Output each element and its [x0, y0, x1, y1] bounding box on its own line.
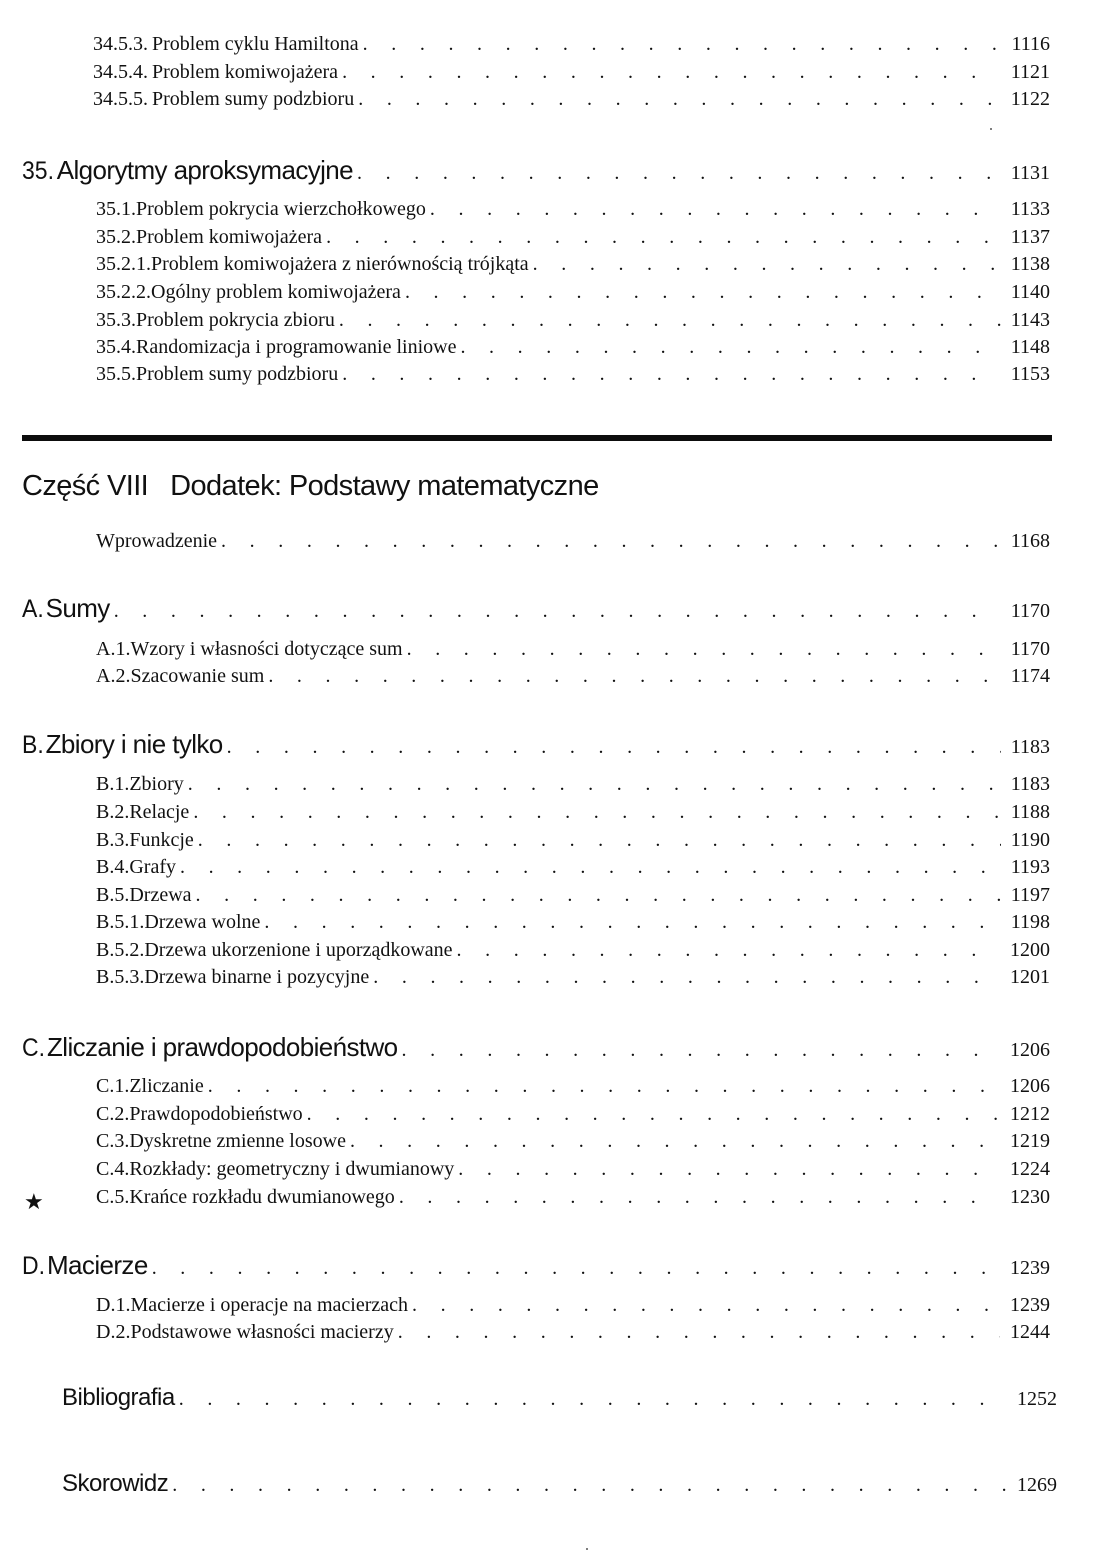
page-number: 1201: [1010, 966, 1050, 988]
section-title: Skorowidz: [62, 1470, 169, 1497]
dot-leader: [350, 1130, 1000, 1153]
page-number: 1206: [1010, 1075, 1050, 1097]
toc-entry[interactable]: [93, 88, 1050, 114]
page-number: 1198: [1010, 911, 1050, 933]
page-number: 1131: [1010, 162, 1050, 184]
section-title: Ogólny problem komiwojażera: [151, 281, 401, 303]
dot-leader: [227, 736, 1001, 759]
scan-speck: [990, 128, 992, 130]
appendix-heading[interactable]: [22, 1032, 1050, 1066]
part-divider-rule: [22, 435, 1052, 441]
section-title: Problem pokrycia wierzchołkowego: [136, 198, 426, 220]
page-number: 1193: [1010, 856, 1050, 878]
toc-entry[interactable]: [96, 281, 1050, 307]
toc-entry[interactable]: [96, 829, 1050, 855]
chapter-heading[interactable]: [22, 155, 1050, 189]
dot-leader: [458, 1158, 1000, 1181]
dot-leader: [533, 253, 1001, 276]
section-number: 34.5.4.: [93, 61, 148, 83]
appendix-heading[interactable]: [22, 1250, 1050, 1284]
page-number: 1190: [1010, 829, 1050, 851]
toc-entry[interactable]: [96, 884, 1050, 910]
section-number: B.1.: [96, 773, 130, 795]
toc-entry[interactable]: [96, 801, 1050, 827]
appendix-title: Zliczanie i prawdopodobieństwo: [47, 1032, 398, 1062]
page-number: 1170: [1010, 600, 1050, 622]
section-title: Problem komiwojażera: [136, 226, 323, 248]
page-number: 1133: [1010, 198, 1050, 220]
section-number: C.2.: [96, 1103, 130, 1125]
page-number: 1170: [1010, 638, 1050, 660]
page-number: 1168: [1010, 530, 1050, 552]
toc-entry[interactable]: [96, 309, 1050, 335]
toc-entry[interactable]: [96, 198, 1050, 224]
section-title: Zliczanie: [129, 1075, 204, 1097]
page-number: 1183: [1010, 773, 1050, 795]
page-number: 1183: [1010, 736, 1050, 758]
section-title: Macierze i operacje na macierzach: [130, 1294, 409, 1316]
appendix-title: Sumy: [45, 593, 110, 623]
page-number: 1137: [1010, 226, 1050, 248]
section-number: B.5.1.: [96, 911, 145, 933]
toc-entry[interactable]: [96, 966, 1050, 992]
appendix-letter: A.: [22, 595, 44, 623]
section-number: A.2.: [96, 665, 131, 687]
section-title: Dyskretne zmienne losowe: [129, 1130, 346, 1152]
section-title: Funkcje: [129, 829, 194, 851]
page-number: 1252: [1017, 1388, 1057, 1410]
section-title: Problem komiwojażera: [152, 61, 339, 83]
section-title: Relacje: [129, 801, 190, 823]
section-title: Szacowanie sum: [130, 665, 265, 687]
section-number: C.3.: [96, 1130, 130, 1152]
dot-leader: [407, 638, 1001, 661]
toc-entry[interactable]: [96, 1075, 1050, 1101]
page-number: 1140: [1010, 281, 1050, 303]
section-title: Bibliografia: [62, 1384, 175, 1411]
dot-leader: [188, 773, 1001, 796]
dot-leader: [326, 226, 1001, 249]
dot-leader: [399, 1186, 1000, 1209]
page-number: 1244: [1010, 1321, 1050, 1343]
section-number: C.5.: [96, 1186, 130, 1208]
section-title: Problem komiwojażera z nierównością trójkąta: [151, 253, 529, 275]
toc-entry[interactable]: [96, 856, 1050, 882]
dot-leader: [398, 1321, 1000, 1344]
section-number: D.2.: [96, 1321, 131, 1343]
dot-leader: [357, 162, 1001, 185]
section-number: D.1.: [96, 1294, 131, 1316]
toc-entry[interactable]: [96, 1103, 1050, 1129]
toc-entry[interactable]: [96, 773, 1050, 799]
page-number: 1269: [1017, 1474, 1057, 1496]
section-number: B.5.3.: [96, 966, 145, 988]
dot-leader: [196, 884, 1001, 907]
dot-leader: [179, 1388, 1007, 1411]
section-title: Rozkłady: geometryczny i dwumianowy: [129, 1158, 455, 1180]
section-title: Problem sumy podzbioru: [152, 88, 355, 110]
page-number: 1121: [1010, 61, 1050, 83]
dot-leader: [172, 1474, 1007, 1497]
appendix-title: Zbiory i nie tylko: [45, 729, 223, 759]
section-number: B.4.: [96, 856, 130, 878]
dot-leader: [307, 1103, 1000, 1126]
section-title: Problem cyklu Hamiltona: [152, 33, 359, 55]
dot-leader: [405, 281, 1001, 304]
chapter-number: 35.: [22, 157, 54, 185]
section-number: 34.5.5.: [93, 88, 148, 110]
dot-leader: [402, 1039, 1000, 1062]
section-number: 35.2.: [96, 226, 136, 248]
section-number: A.1.: [96, 638, 131, 660]
dot-leader: [460, 336, 1000, 359]
section-number: B.5.: [96, 884, 130, 906]
dot-leader: [198, 829, 1001, 852]
page-number: 1239: [1010, 1294, 1050, 1316]
page-number: 1219: [1010, 1130, 1050, 1152]
dot-leader: [339, 309, 1001, 332]
section-number: 35.5.: [96, 363, 136, 385]
toc-entry[interactable]: [96, 530, 1050, 556]
section-title: Drzewa ukorzenione i uporządkowane: [144, 939, 453, 961]
appendix-letter: B.: [22, 731, 44, 759]
dot-leader: [363, 33, 1002, 56]
dot-leader: [457, 939, 1000, 962]
page-number: 1122: [1010, 88, 1050, 110]
toc-entry[interactable]: [96, 1158, 1050, 1184]
appendix-letter: D.: [22, 1252, 45, 1280]
section-title: Prawdopodobieństwo: [129, 1103, 303, 1125]
dot-leader: [264, 911, 1000, 934]
section-number: 35.1.: [96, 198, 136, 220]
dot-leader: [412, 1294, 1000, 1317]
page-number: 1239: [1010, 1257, 1050, 1279]
section-title: Krańce rozkładu dwumianowego: [129, 1186, 395, 1208]
toc-entry[interactable]: [96, 939, 1050, 965]
section-number: 35.2.2.: [96, 281, 151, 303]
part-name: Dodatek: Podstawy matematyczne: [170, 470, 599, 502]
toc-entry[interactable]: [96, 1294, 1050, 1320]
page-number: 1224: [1010, 1158, 1050, 1180]
dot-leader: [342, 363, 1001, 386]
dot-leader: [430, 198, 1001, 221]
toc-entry[interactable]: [96, 665, 1050, 691]
dot-leader: [268, 665, 1000, 688]
part-title[interactable]: [22, 470, 599, 503]
page-number: 1200: [1010, 939, 1050, 961]
part-label: Część VIII: [22, 470, 149, 502]
page-number: 1116: [1011, 33, 1050, 55]
toc-entry[interactable]: [96, 226, 1050, 252]
section-number: C.4.: [96, 1158, 130, 1180]
section-title: Drzewa binarne i pozycyjne: [144, 966, 370, 988]
toc-entry[interactable]: [93, 33, 1050, 59]
page-number: 1153: [1010, 363, 1050, 385]
dot-leader: [221, 530, 1001, 553]
toc-entry[interactable]: [96, 1130, 1050, 1156]
star-icon: ★: [24, 1190, 44, 1215]
page-number: 1174: [1010, 665, 1050, 687]
section-number: B.5.2.: [96, 939, 145, 961]
appendix-heading[interactable]: [22, 729, 1050, 763]
toc-entry[interactable]: [93, 61, 1050, 87]
page-number: 1148: [1010, 336, 1050, 358]
section-number: 34.5.3.: [93, 33, 148, 55]
page-number: 1230: [1010, 1186, 1050, 1208]
page-number: 1212: [1010, 1103, 1050, 1125]
dot-leader: [193, 801, 1000, 824]
page-number: 1188: [1010, 801, 1050, 823]
appendix-title: Macierze: [47, 1250, 148, 1280]
section-title: Drzewa: [129, 884, 192, 906]
appendix-heading[interactable]: [22, 593, 1050, 627]
section-title: Problem pokrycia zbioru: [136, 309, 335, 331]
toc-entry-index[interactable]: [62, 1470, 1057, 1504]
section-number: B.2.: [96, 801, 130, 823]
section-title: Zbiory: [129, 773, 184, 795]
toc-entry[interactable]: [96, 363, 1050, 389]
toc-entry[interactable]: [96, 911, 1050, 937]
scan-speck: [586, 1548, 588, 1550]
section-number: 35.3.: [96, 309, 136, 331]
section-title: Wprowadzenie: [96, 530, 218, 552]
dot-leader: [358, 88, 1001, 111]
section-number: B.3.: [96, 829, 130, 851]
toc-entry-bibliography[interactable]: [62, 1384, 1057, 1418]
toc-entry-starred[interactable]: [96, 1186, 1050, 1212]
dot-leader: [342, 61, 1001, 84]
section-title: Grafy: [129, 856, 176, 878]
page-number: 1138: [1010, 253, 1050, 275]
section-number: 35.4.: [96, 336, 136, 358]
dot-leader: [208, 1075, 1000, 1098]
toc-entry[interactable]: [96, 638, 1050, 664]
dot-leader: [152, 1257, 1000, 1280]
page-number: 1143: [1010, 309, 1050, 331]
toc-entry[interactable]: [96, 1321, 1050, 1347]
section-title: Podstawowe własności macierzy: [130, 1321, 394, 1343]
appendix-letter: C.: [22, 1034, 45, 1062]
toc-entry[interactable]: [96, 336, 1050, 362]
section-title: Problem sumy podzbioru: [136, 363, 339, 385]
dot-leader: [180, 856, 1001, 879]
page-number: 1197: [1010, 884, 1050, 906]
section-number: C.1.: [96, 1075, 130, 1097]
toc-entry[interactable]: [96, 253, 1050, 279]
dot-leader: [114, 600, 1001, 623]
dot-leader: [373, 966, 1000, 989]
section-number: 35.2.1.: [96, 253, 151, 275]
section-title: Randomizacja i programowanie liniowe: [136, 336, 457, 358]
page-number: 1206: [1010, 1039, 1050, 1061]
section-title: Wzory i własności dotyczące sum: [130, 638, 403, 660]
chapter-title: Algorytmy aproksymacyjne: [56, 155, 354, 185]
section-title: Drzewa wolne: [144, 911, 261, 933]
